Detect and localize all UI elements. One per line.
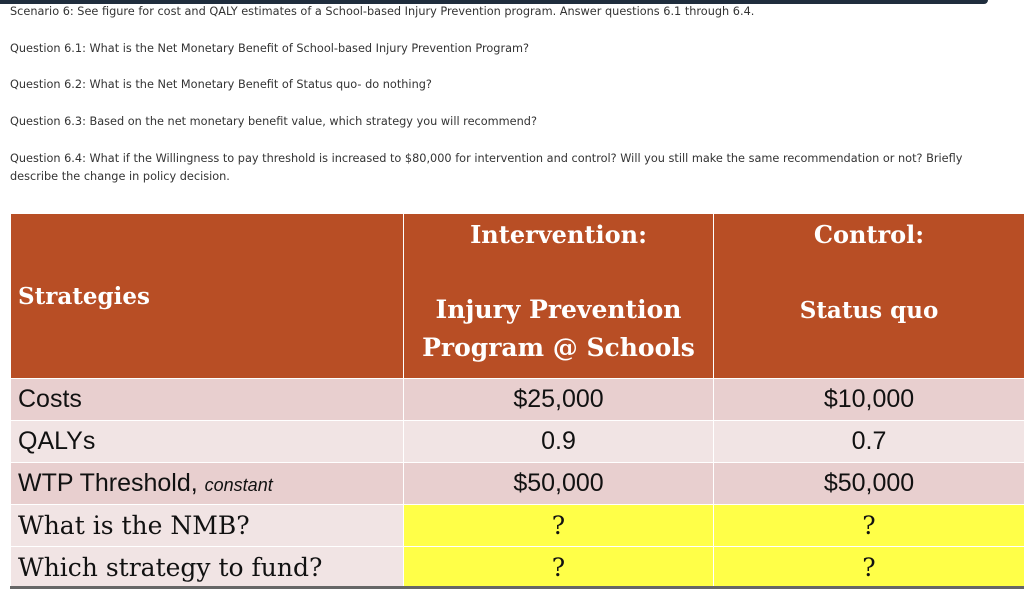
intervention-value: 0.9 <box>404 421 714 463</box>
table-row-nmb <box>11 505 1024 547</box>
control-value: $50,000 <box>714 463 1024 505</box>
table-row-costs <box>11 379 1024 421</box>
question-6-4: Question 6.4: What if the Willingness to pay threshold is increased to $80,000 for intervention and control? Will you still make the same recommendation or not? Briefly describe the change in policy decision. <box>10 152 963 183</box>
control-title: Control: <box>813 220 925 249</box>
intervention-subtitle-line1: Injury Prevention <box>435 295 682 324</box>
strategy-table <box>10 213 1024 589</box>
table-row-wtp <box>11 463 1024 505</box>
question-6-1: Question 6.1: What is the Net Monetary Benefit of School-based Injury Prevention Program? <box>10 42 530 55</box>
intervention-value: ? <box>404 547 714 589</box>
intervention-subtitle-line2: Program @ Schools <box>422 333 695 362</box>
table-row-fund <box>11 547 1024 589</box>
control-subtitle: Status quo <box>799 297 939 324</box>
row-label <box>11 463 404 505</box>
row-label: Which strategy to fund? <box>11 547 404 589</box>
row-label: QALYs <box>11 421 404 463</box>
question-6-3: Question 6.3: Based on the net monetary benefit value, which strategy you will recommend? <box>10 115 537 128</box>
control-header <box>714 214 1024 379</box>
control-value: $10,000 <box>714 379 1024 421</box>
row-label: Costs <box>11 379 404 421</box>
wtp-label: WTP Threshold, <box>18 469 198 497</box>
intervention-value: ? <box>404 505 714 547</box>
scenario-text: Scenario 6: See figure for cost and QALY estimates of a School-based Injury Prevention program. Answer questions 6.1 through 6.4. <box>10 5 755 18</box>
intervention-title: Intervention: <box>470 220 647 249</box>
intervention-value: $25,000 <box>404 379 714 421</box>
strategies-header: Strategies <box>11 214 404 379</box>
intervention-value: $50,000 <box>404 463 714 505</box>
table-header-row <box>11 214 1024 379</box>
intervention-header <box>404 214 714 379</box>
wtp-constant-label: constant <box>204 475 273 495</box>
control-value: ? <box>714 505 1024 547</box>
row-label: What is the NMB? <box>11 505 404 547</box>
question-6-2: Question 6.2: What is the Net Monetary Benefit of Status quo- do nothing? <box>10 78 432 91</box>
control-value: 0.7 <box>714 421 1024 463</box>
table-row-qalys <box>11 421 1024 463</box>
control-value: ? <box>714 547 1024 589</box>
